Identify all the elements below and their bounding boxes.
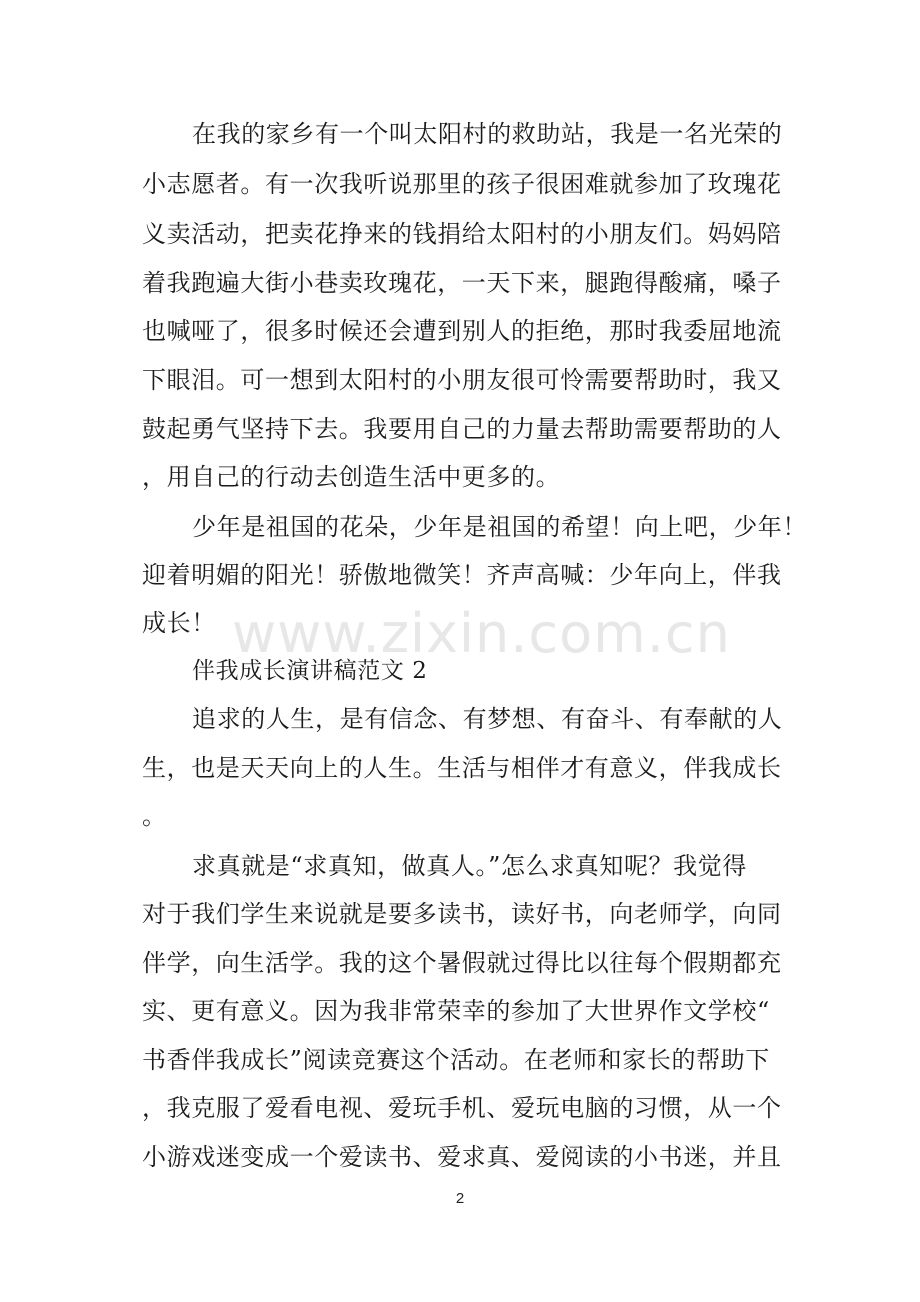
text-line: 书香伴我成长”阅读竞赛这个活动。在老师和家长的帮助下 bbox=[142, 1046, 770, 1074]
text-line: 成长！ bbox=[142, 609, 216, 637]
text-line: 小游戏迷变成一个爱读书、爱求真、爱阅读的小书迷，并且 bbox=[142, 1143, 782, 1171]
text-line: 迎着明媚的阳光！骄傲地微笑！齐声高喊：少年向上，伴我 bbox=[142, 561, 782, 589]
text-line: 。 bbox=[142, 802, 167, 830]
text-line: 追求的人生，是有信念、有梦想、有奋斗、有奉献的人 bbox=[192, 705, 783, 733]
text-line: 也喊哑了，很多时候还会遭到别人的拒绝，那时我委屈地流 bbox=[142, 317, 782, 345]
text-line: 在我的家乡有一个叫太阳村的救助站，我是一名光荣的 bbox=[192, 120, 783, 148]
text-line: 下眼泪。可一想到太阳村的小朋友很可怜需要帮助时，我又 bbox=[142, 366, 782, 394]
text-line: 对于我们学生来说就是要多读书，读好书，向老师学，向同 bbox=[142, 900, 782, 928]
text-line: 鼓起勇气坚持下去。我要用自己的力量去帮助需要帮助的人 bbox=[142, 415, 782, 443]
text-line: 着我跑遍大街小巷卖玫瑰花，一天下来，腿跑得酸痛，嗓子 bbox=[142, 269, 782, 297]
text-line: ，用自己的行动去创造生活中更多的。 bbox=[142, 463, 561, 491]
text-line: 义卖活动，把卖花挣来的钱捐给太阳村的小朋友们。妈妈陪 bbox=[142, 220, 782, 248]
text-line: 求真就是“求真知，做真人。”怎么求真知呢？我觉得 bbox=[192, 852, 747, 880]
section-heading: 伴我成长演讲稿范文 2 bbox=[192, 658, 428, 684]
text-line: 小志愿者。有一次我听说那里的孩子很困难就参加了玫瑰花 bbox=[142, 170, 782, 198]
text-line: 伴学，向生活学。我的这个暑假就过得比以往每个假期都充 bbox=[142, 949, 782, 977]
text-line: 少年是祖国的花朵，少年是祖国的希望！向上吧，少年！ bbox=[192, 513, 807, 541]
text-line: 实、更有意义。因为我非常荣幸的参加了大世界作文学校“ bbox=[142, 997, 770, 1025]
text-line: 生，也是天天向上的人生。生活与相伴才有意义，伴我成长 bbox=[142, 754, 782, 782]
page-number: 2 bbox=[455, 1190, 465, 1207]
text-line: ，我克服了爱看电视、爱玩手机、爱玩电脑的习惯，从一个 bbox=[142, 1094, 782, 1122]
watermark: www.zixin.com.cn bbox=[232, 602, 731, 665]
